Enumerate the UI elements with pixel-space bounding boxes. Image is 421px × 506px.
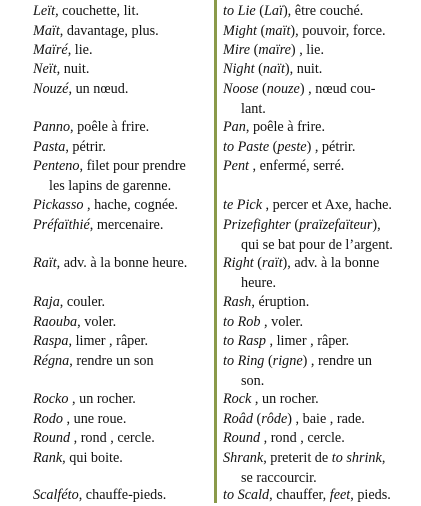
english-definition: , voler. [260,314,304,330]
french-entry [33,22,211,42]
french-entry [33,2,211,22]
french-headword: Rank [33,450,63,466]
english-headword: Noose [223,81,259,97]
english-separator: ( [258,81,267,97]
english-pronunciation: feet [329,487,351,503]
english-separator: ( [253,255,263,271]
french-definition: , un rocher. [68,391,136,407]
english-headword: Pan [223,119,246,135]
french-headword: Leït [33,3,56,19]
french-headword: Régna [33,353,70,369]
french-headword: Pickasso [33,197,84,213]
french-headword: Panno [33,119,71,135]
english-separator: ( [290,217,300,233]
french-headword: Raouba [33,314,78,330]
french-headword: Pasta [33,139,66,155]
french-definition: , qui boite. [62,450,123,466]
english-entry [223,2,419,22]
english-headword: Round [223,430,261,446]
english-definition-continued: son. [241,372,265,389]
french-headword: Préfaïthié [33,217,90,233]
english-headword: Mire [223,42,251,58]
french-headword: Scalféto [33,487,79,503]
english-definition: ) , lie. [290,42,325,58]
english-definition: , [381,450,386,466]
english-definition: ), adv. à la bonne [282,255,380,271]
english-definition: ), être couché. [282,3,364,19]
english-definition: , un rocher. [251,391,319,407]
english-prefix: to [223,3,238,19]
english-definition: , rond , cercle. [260,430,345,446]
english-headword: Night [223,61,255,77]
french-headword: Maïré [33,42,68,58]
english-definition: , percer et Axe, hache. [262,197,392,213]
french-definition: , une roue. [62,411,127,427]
english-separator: ( [252,411,262,427]
english-entry [223,449,419,488]
english-entry [223,80,419,119]
english-separator: ( [255,3,265,19]
french-definition: , rond , cercle. [70,430,155,446]
english-headword: Right [223,255,254,271]
english-definition-continued: se raccourcir. [241,469,317,486]
english-entry [223,157,419,177]
english-prefix: to [223,353,238,369]
french-definition: , filet pour prendre [79,158,186,174]
english-definition-continued: qui se bat pour de l’argent. [241,236,393,253]
english-definition: , enfermé, serré. [249,158,345,174]
english-entry [223,196,419,216]
french-definition: , voler. [77,314,117,330]
english-headword: Might [223,23,257,39]
french-entry [33,41,211,61]
french-headword: Maït [33,23,60,39]
french-definition: , pétrir. [65,139,106,155]
french-definition: , nuit. [56,61,90,77]
french-definition: , chauffe-pieds. [78,487,167,503]
french-definition-continued: les lapins de garenne. [49,177,172,194]
english-definition-continued: lant. [241,100,266,117]
english-pronunciation: maït [265,23,291,39]
french-entry [33,254,211,274]
english-entry [223,293,419,313]
french-entry [33,118,211,138]
english-separator: ( [256,23,266,39]
french-entry [33,449,211,469]
english-definition: ) , rendre un [302,353,372,369]
french-entry [33,293,211,313]
english-entry [223,254,419,293]
french-definition: , limer , râper. [68,333,149,349]
english-separator: ( [254,61,263,77]
english-pronunciation: praïzefaïteur [299,217,373,233]
french-definition: , adv. à la bonne heure. [56,255,188,271]
english-headword: Scald [237,487,270,503]
french-entry [33,216,211,236]
english-headword: Rob [237,314,261,330]
english-entry [223,22,419,42]
french-definition: , couchette, lit. [55,3,139,19]
french-headword: Raspa [33,333,69,349]
english-definition: ) , baie , rade. [287,411,365,427]
english-prefix: to [223,314,238,330]
french-definition: , hache, cognée. [83,197,178,213]
english-headword: Lie [237,3,256,19]
english-headword: Shrank [223,450,264,466]
english-pronunciation: to shrink [331,450,382,466]
english-definition-continued: heure. [241,274,277,291]
french-entry [33,410,211,430]
french-entry [33,390,211,410]
french-definition: , lie. [67,42,93,58]
english-headword: Prizefighter [223,217,291,233]
french-entry [33,80,211,100]
english-prefix: to [223,333,238,349]
english-definition: ), [372,217,381,233]
french-definition: , davantage, plus. [59,23,159,39]
english-definition: ) , nœud cou- [299,81,376,97]
french-definition: , rendre un son [69,353,154,369]
french-entry [33,332,211,352]
french-entry [33,352,211,372]
english-separator: ( [269,139,278,155]
english-headword: Rash [223,294,252,310]
english-headword: Roâd [223,411,253,427]
english-entry [223,60,419,80]
english-entry [223,138,419,158]
french-entry [33,429,211,449]
english-pronunciation: peste [277,139,307,155]
french-headword: Rocko [33,391,69,407]
english-prefix: to [223,139,238,155]
english-pronunciation: raït [262,255,283,271]
column-divider [214,0,217,503]
english-definition: ) , pétrir. [306,139,356,155]
french-entry [33,60,211,80]
english-entry [223,352,419,391]
english-definition: , éruption. [251,294,310,310]
french-definition: , un nœud. [68,81,129,97]
french-headword: Round [33,430,71,446]
english-pronunciation: nouze [266,81,300,97]
english-entry [223,41,419,61]
english-pronunciation: rigne [272,353,303,369]
english-prefix: te [223,197,237,213]
english-pronunciation: naït [262,61,285,77]
english-definition: , limer , râper. [265,333,350,349]
english-entry [223,216,419,255]
english-pronunciation: Laï [264,3,283,19]
english-prefix: to [223,487,238,503]
english-separator: , preterit de [263,450,332,466]
english-headword: Pent [223,158,249,174]
english-headword: Pick [236,197,262,213]
english-separator: ( [264,353,273,369]
english-headword: Rasp [237,333,266,349]
french-entry [33,157,211,196]
english-pronunciation: rôde [261,411,288,427]
french-definition: , mercenaire. [89,217,164,233]
english-definition: , pieds. [350,487,391,503]
french-headword: Raja [33,294,60,310]
english-entry [223,313,419,333]
french-headword: Rodo [33,411,63,427]
french-entry [33,138,211,158]
french-entry [33,196,211,216]
french-definition: , couler. [59,294,106,310]
english-entry [223,410,419,430]
english-separator: , chauffer, [269,487,330,503]
french-headword: Neït [33,61,57,77]
english-entry [223,429,419,449]
french-headword: Raït [33,255,57,271]
english-definition: ), nuit. [284,61,323,77]
english-definition: , poêle à frire. [245,119,326,135]
english-pronunciation: maïre [258,42,291,58]
english-headword: Rock [223,391,252,407]
english-entry [223,332,419,352]
english-definition: ), pouvoir, force. [290,23,386,39]
french-headword: Penteno [33,158,80,174]
english-entry [223,118,419,138]
english-headword: Ring [237,353,265,369]
french-entry [33,313,211,333]
french-definition: , poêle à frire. [70,119,150,135]
english-separator: ( [250,42,259,58]
english-headword: Paste [237,139,270,155]
french-headword: Nouzé [33,81,69,97]
english-entry [223,390,419,410]
